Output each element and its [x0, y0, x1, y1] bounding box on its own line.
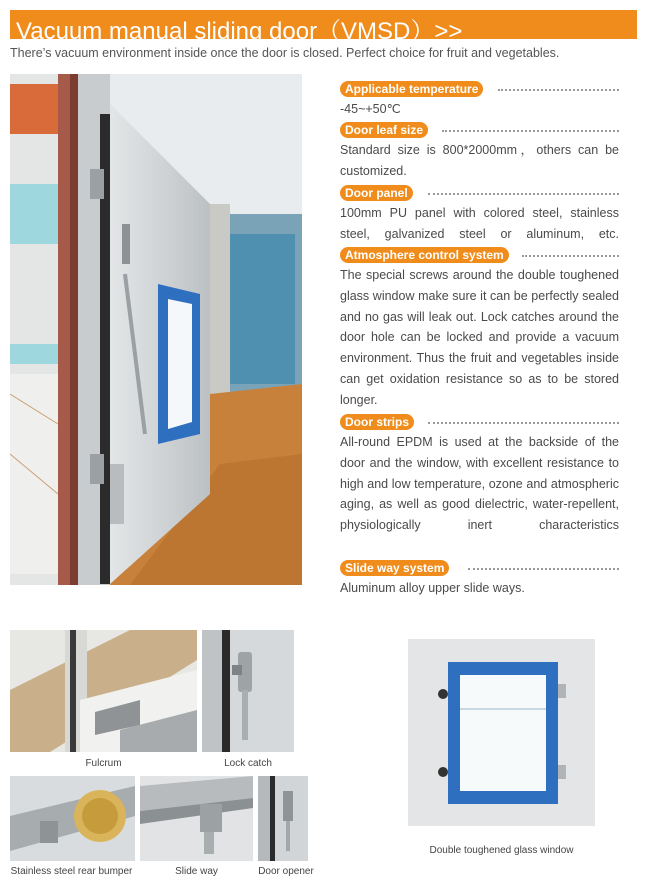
caption-rear-bumper: Stainless steel rear bumper: [10, 866, 133, 877]
lock-catch-photo: [202, 630, 294, 752]
spec-label: Applicable temperature: [340, 81, 483, 97]
caption-fulcrum: Fulcrum: [85, 758, 122, 769]
dotted-rule: [498, 89, 619, 91]
spec-text: 100mm PU panel with colored steel, stainless steel, galvanized steel or aluminum, etc.: [340, 206, 619, 241]
dotted-rule: [428, 422, 619, 424]
caption-slide-way: Slide way: [175, 866, 218, 877]
spec-label: Atmosphere control system: [340, 247, 509, 263]
dotted-rule: [522, 255, 619, 257]
spec-label: Door strips: [340, 414, 414, 430]
door-opener-photo: [258, 776, 308, 861]
spec-label: Door leaf size: [340, 122, 428, 138]
title-banner: [10, 10, 637, 45]
slide-way-photo: [140, 776, 253, 861]
rear-bumper-photo: [10, 776, 135, 861]
dotted-rule: [442, 130, 619, 132]
spec-text: Aluminum alloy upper slide ways.: [340, 581, 525, 595]
spec-label: Door panel: [340, 185, 413, 201]
main-door-photo: [10, 74, 302, 585]
spec-text: -45~+50℃: [340, 102, 401, 116]
fulcrum-photo: [10, 630, 197, 752]
dotted-rule: [468, 568, 619, 570]
caption-glass-window: Double toughened glass window: [429, 845, 574, 856]
spec-text: All-round EPDM is used at the backside of the door and the window, with excellent resistance to high and low temperature, ozone and atmospheric aging, as well as good dielectric, water-repellent, physiologically inert characteristics: [340, 435, 619, 533]
spec-text: The special screws around the double toughened glass window make sure it can be perfectly sealed and no gas will leak out. Lock catches around the door hole can be locked and provide a vacuum environment. Thus the fruit and vegetables inside can get oxidation resistance so as to be stored longer.: [340, 268, 619, 407]
spec-door-panel: [340, 185, 619, 245]
spec-slide-way-system: [340, 560, 619, 599]
spec-text: Standard size is 800*2000mm，others can be customized.: [340, 143, 619, 178]
spec-door-strips: [340, 414, 619, 536]
spec-atmosphere-control: [340, 247, 619, 411]
intro-text: There’s vacuum environment inside once the door is closed. Perfect choice for fruit and vegetables.: [10, 46, 560, 60]
caption-door-opener: Door opener: [258, 866, 314, 877]
spec-door-leaf-size: [340, 122, 619, 182]
spec-applicable-temperature: [340, 81, 619, 120]
caption-lock-catch: Lock catch: [224, 758, 272, 769]
spec-label: Slide way system: [340, 560, 449, 576]
glass-window-photo: [408, 639, 595, 826]
page-title: Vacuum manual sliding door（VMSD）>>: [16, 18, 463, 45]
dotted-rule: [428, 193, 619, 195]
